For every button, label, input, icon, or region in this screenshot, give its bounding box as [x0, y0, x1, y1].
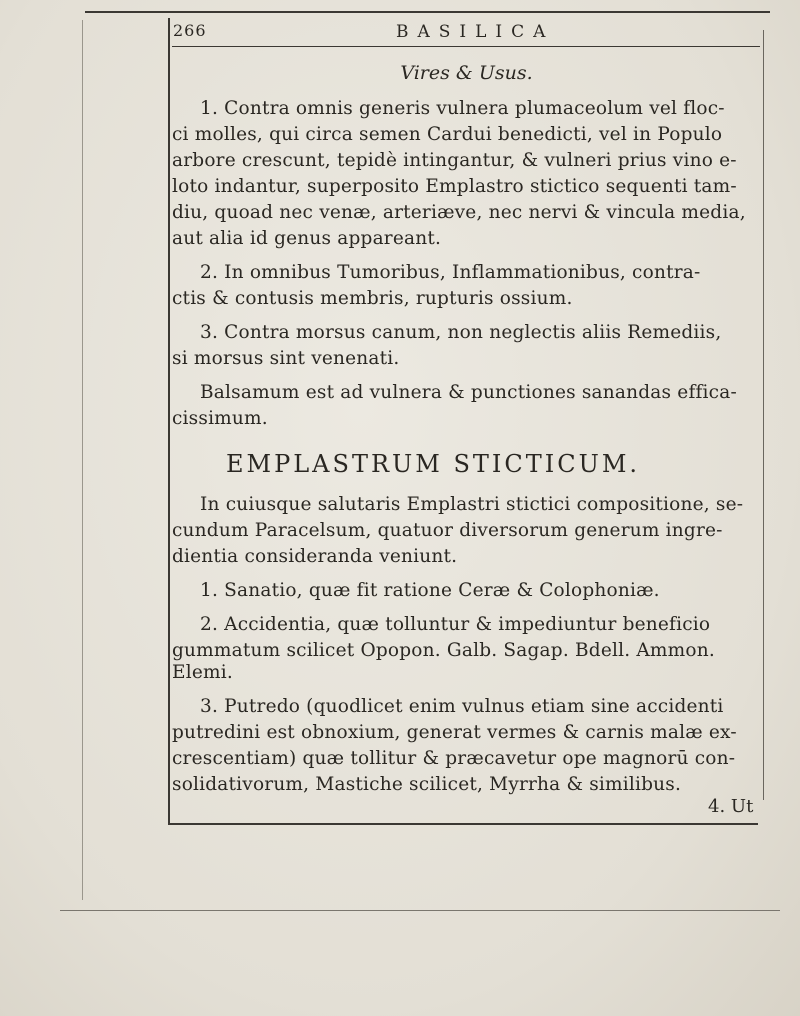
text-line: 2. In omnibus Tumoribus, Inflammationibus, contra-: [200, 262, 701, 283]
text-line: crescentiam) quæ tollitur & præcavetur ope magnorū con-: [172, 748, 736, 769]
text-line: ci molles, qui circa semen Cardui benedicti, vel in Populo: [172, 124, 723, 145]
catchword: 4. Ut: [708, 796, 754, 817]
text-line: Elemi.: [172, 662, 233, 683]
text-line: putredini est obnoxium, generat vermes & carnis malæ ex-: [172, 722, 737, 743]
text-line: diu, quoad nec venæ, arteriæve, nec nervi & vincula media,: [172, 202, 746, 223]
left-border-rule: [168, 18, 170, 823]
text-line: dientia consideranda veniunt.: [172, 546, 458, 567]
header-rule: [172, 46, 760, 47]
top-border-rule: [85, 11, 770, 13]
bottom-border-rule: [168, 823, 758, 825]
text-line: loto indantur, superposito Emplastro stictico sequenti tam-: [172, 176, 737, 197]
page-edge-line-vertical: [82, 20, 83, 900]
page-number: 266: [173, 21, 207, 40]
text-line: solidativorum, Mastiche scilicet, Myrrha & similibus.: [172, 774, 682, 795]
page-edge-line: [60, 910, 780, 911]
text-line: 1. Contra omnis generis vulnera plumaceolum vel floc-: [200, 98, 725, 119]
text-line: 2. Accidentia, quæ tolluntur & impediuntur beneficio: [200, 614, 711, 635]
section-title: Vires & Usus.: [400, 62, 533, 84]
text-line: Balsamum est ad vulnera & punctiones sanandas effica-: [200, 382, 737, 403]
text-line: 3. Contra morsus canum, non neglectis aliis Remediis,: [200, 322, 722, 343]
text-line: cundum Paracelsum, quatuor diversorum generum ingre-: [172, 520, 723, 541]
text-line: arbore crescunt, tepidè intingantur, & vulneri prius vino e-: [172, 150, 737, 171]
text-line: ctis & contusis membris, rupturis ossium.: [172, 288, 573, 309]
plaster-heading: EMPLASTRUM STICTICUM.: [226, 450, 641, 478]
text-line: 3. Putredo (quodlicet enim vulnus etiam sine accidenti: [200, 696, 724, 717]
running-head: BASILICA: [396, 22, 555, 42]
text-line: gummatum scilicet Opopon. Galb. Sagap. Bdell. Ammon.: [172, 640, 715, 661]
text-line: si morsus sint venenati.: [172, 348, 400, 369]
text-line: 1. Sanatio, quæ fit ratione Ceræ & Colophoniæ.: [200, 580, 660, 601]
text-line: cissimum.: [172, 408, 268, 429]
right-border-rule: [763, 30, 764, 800]
text-line: In cuiusque salutaris Emplastri stictici compositione, se-: [200, 494, 744, 515]
text-line: aut alia id genus appareant.: [172, 228, 442, 249]
